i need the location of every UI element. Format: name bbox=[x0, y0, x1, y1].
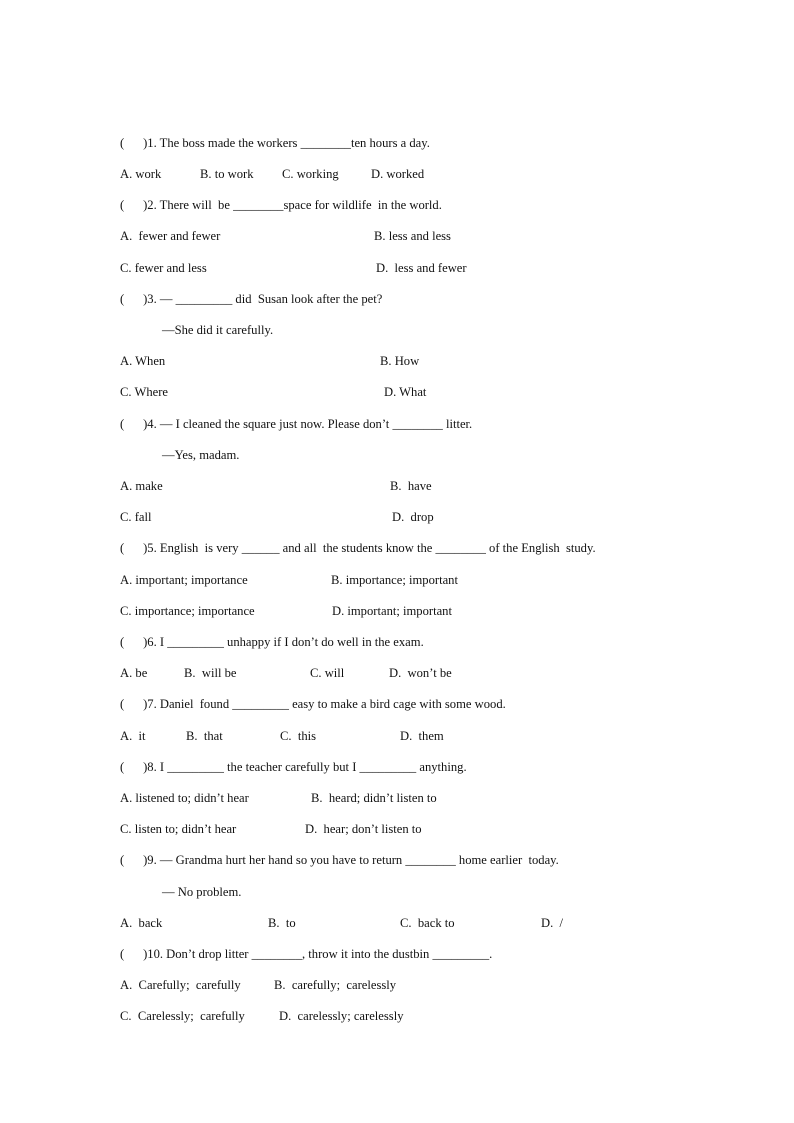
question-1-option-c[interactable]: C. working bbox=[282, 167, 339, 181]
question-5-stem: ( )5. English is very ______ and all the students know the ________ of the English study. bbox=[120, 541, 596, 555]
question-4-option-c[interactable]: C. fall bbox=[120, 510, 152, 524]
question-5-option-b[interactable]: B. importance; important bbox=[331, 573, 458, 587]
question-4-option-a[interactable]: A. make bbox=[120, 479, 163, 493]
question-2-option-a[interactable]: A. fewer and fewer bbox=[120, 229, 221, 243]
question-10-option-c[interactable]: C. Carelessly; carefully bbox=[120, 1009, 245, 1023]
question-8-option-a[interactable]: A. listened to; didn’t hear bbox=[120, 791, 249, 805]
question-10-option-d[interactable]: D. carelessly; carelessly bbox=[279, 1009, 404, 1023]
question-8-option-c[interactable]: C. listen to; didn’t hear bbox=[120, 822, 237, 836]
question-7-option-d[interactable]: D. them bbox=[400, 729, 444, 743]
question-6-option-c[interactable]: C. will bbox=[310, 666, 345, 680]
question-9-option-b[interactable]: B. to bbox=[268, 916, 296, 930]
question-8-option-b[interactable]: B. heard; didn’t listen to bbox=[311, 791, 437, 805]
question-7-stem: ( )7. Daniel found _________ easy to make a bird cage with some wood. bbox=[120, 697, 506, 711]
question-6-option-a[interactable]: A. be bbox=[120, 666, 148, 680]
question-2-option-c[interactable]: C. fewer and less bbox=[120, 261, 207, 275]
question-10-option-a[interactable]: A. Carefully; carefully bbox=[120, 978, 241, 992]
question-9-option-c[interactable]: C. back to bbox=[400, 916, 455, 930]
question-6-option-d[interactable]: D. won’t be bbox=[389, 666, 452, 680]
question-3-option-c[interactable]: C. Where bbox=[120, 385, 169, 399]
question-1-option-a[interactable]: A. work bbox=[120, 167, 162, 181]
question-7-option-b[interactable]: B. that bbox=[186, 729, 223, 743]
question-4-reply: —Yes, madam. bbox=[162, 448, 240, 462]
question-5-option-c[interactable]: C. importance; importance bbox=[120, 604, 255, 618]
question-10-option-b[interactable]: B. carefully; carelessly bbox=[274, 978, 397, 992]
question-6-option-b[interactable]: B. will be bbox=[184, 666, 237, 680]
question-4-option-d[interactable]: D. drop bbox=[392, 510, 434, 524]
question-3-option-d[interactable]: D. What bbox=[384, 385, 427, 399]
question-7-option-a[interactable]: A. it bbox=[120, 729, 146, 743]
question-4-option-b[interactable]: B. have bbox=[390, 479, 432, 493]
question-3-stem: ( )3. — _________ did Susan look after the pet? bbox=[120, 292, 383, 306]
question-7-option-c[interactable]: C. this bbox=[280, 729, 317, 743]
question-3-option-a[interactable]: A. When bbox=[120, 354, 166, 368]
question-9-stem: ( )9. — Grandma hurt her hand so you have to return ________ home earlier today. bbox=[120, 853, 559, 867]
question-2-option-b[interactable]: B. less and less bbox=[374, 229, 451, 243]
question-5-option-d[interactable]: D. important; important bbox=[332, 604, 452, 618]
question-8-option-d[interactable]: D. hear; don’t listen to bbox=[305, 822, 422, 836]
question-9-reply: — No problem. bbox=[162, 885, 242, 899]
question-1-stem: ( )1. The boss made the workers ________ten hours a day. bbox=[120, 136, 430, 150]
question-9-option-a[interactable]: A. back bbox=[120, 916, 163, 930]
question-5-option-a[interactable]: A. important; importance bbox=[120, 573, 248, 587]
question-9-option-d[interactable]: D. / bbox=[541, 916, 564, 930]
question-1-option-b[interactable]: B. to work bbox=[200, 167, 254, 181]
question-4-stem: ( )4. — I cleaned the square just now. Please don’t ________ litter. bbox=[120, 417, 473, 431]
question-10-stem: ( )10. Don’t drop litter ________, throw it into the dustbin _________. bbox=[120, 947, 493, 961]
question-3-reply: —She did it carefully. bbox=[162, 323, 274, 337]
question-1-option-d[interactable]: D. worked bbox=[371, 167, 425, 181]
question-2-option-d[interactable]: D. less and fewer bbox=[376, 261, 467, 275]
question-6-stem: ( )6. I _________ unhappy if I don’t do well in the exam. bbox=[120, 635, 424, 649]
question-3-option-b[interactable]: B. How bbox=[380, 354, 420, 368]
question-8-stem: ( )8. I _________ the teacher carefully but I _________ anything. bbox=[120, 760, 467, 774]
question-2-stem: ( )2. There will be ________space for wildlife in the world. bbox=[120, 198, 442, 212]
